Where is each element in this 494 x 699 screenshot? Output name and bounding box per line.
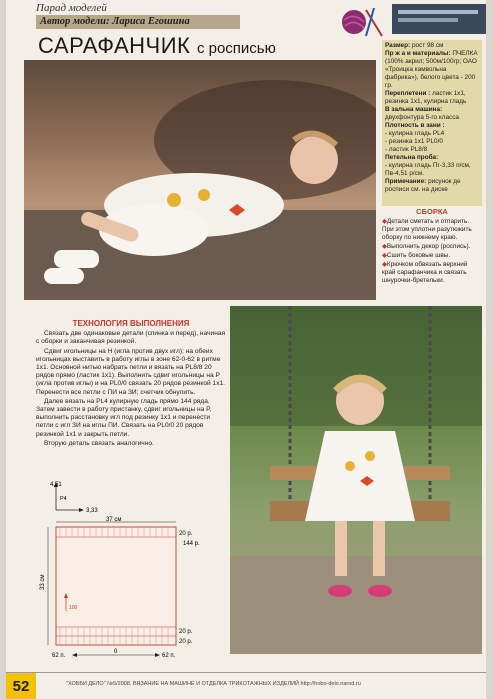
title-sub: с росписью — [196, 40, 276, 57]
photo-child-swing-image — [230, 306, 482, 654]
section-label: Парад моделей — [36, 2, 107, 14]
spec-density-2: - резинка 1х1 PL0/0 — [385, 138, 443, 145]
technology-section — [36, 320, 226, 449]
pattern-diagram — [36, 515, 226, 665]
yarn-ball-icon — [336, 2, 386, 40]
spec-machine: В зальна машина: двухфонтура 5-го класса — [385, 106, 459, 121]
title-main: САРАФАНЧИК — [38, 33, 191, 58]
spec-density-1: - кулирна гладь PL4 — [385, 130, 445, 137]
spec-stitches: Переплетени : ластик 1х1, резинка 1х1, кулирна гладь — [385, 90, 467, 105]
count-left: 62 п. — [52, 653, 66, 659]
page-footer — [6, 672, 486, 699]
spec-size: Размер: рост 98 см — [385, 42, 444, 49]
assembly-heading: СБОРКА — [416, 207, 448, 216]
specs-box — [382, 40, 482, 206]
small-100-label: 100 — [69, 605, 78, 611]
spec-gauge: Петельна проба: — [385, 154, 439, 161]
magazine-banner — [392, 4, 486, 34]
technology-heading: ТЕХНОЛОГИЯ ВЫПОЛНЕНИЯ — [72, 319, 190, 328]
width-label: 37 см — [106, 517, 122, 523]
spec-density-3: - ластик PL8/8 — [385, 146, 428, 153]
spec-note: Примечание: рисунок де росписи см. на диске — [385, 178, 461, 193]
spec-density: Плотность в зани : — [385, 122, 445, 129]
photo-child-lying-image — [24, 60, 376, 300]
rows-top: 20 р. — [179, 531, 193, 537]
footer-text: "ХОББИ ДЕЛО" №5/2008. ВЯЗАНИЕ НА МАШИНЕ И ОТДЕЛКА ТРИКОТАЖНЫХ ИЗДЕЛИЙ http://hobo-delo.narod.ru — [66, 681, 361, 687]
gauge-x-label: 3,33 — [86, 508, 98, 514]
gauge-y-label: 4,51 — [50, 482, 62, 488]
magazine-page — [6, 0, 486, 699]
assembly-item: ◆ Сшить боковые швы. — [382, 252, 482, 260]
page-title — [38, 33, 276, 59]
technology-paragraph: Связать две одинаковые детали (спинка и перед), начиная с оборки и заканчивая резинкой. — [36, 330, 226, 346]
count-zero: 0 — [114, 649, 118, 655]
technology-paragraph: Сдвиг игольницы на Н (игла против двух игл): на обеих игольницах выставить в работу иглы в зоне 62-0-62 в ритме 1х1. Основной нитью набрать петли и вязать на PL8/8 20 рядов прямо (ластик 1х1). Выполнить сдвиг игольницы на Р (игла против иглы) и на PL0/0 связать 20 рядов резинкой 1х1. Перенести все петли с ПИ на ЗИ; счетчик обнулить. — [36, 347, 226, 396]
height-label: 33 см — [40, 574, 46, 590]
technology-paragraph: Вторую деталь связать аналогично. — [44, 439, 154, 447]
assembly-item: ◆ Детали сметать и отпарить. При этом уплотни разутюжить оборку по нижнему краю. — [382, 218, 482, 242]
page-number: 52 — [6, 673, 36, 699]
assembly-section — [382, 208, 482, 286]
photo-child-lying — [24, 60, 376, 300]
author-bar: Автор модели: Лариса Егошина — [36, 15, 240, 29]
rows-bot1: 20 р. — [179, 629, 193, 635]
spec-yarn: Пр ж а и материалы: ПЧЕЛКА (100% акрил; 500м/100гр; ОАО «Троицка камвольна фабрика»), белого цвета - 200 гр. — [385, 50, 478, 89]
assembly-item: ◆ Выполнить декор (роспись). — [382, 243, 482, 251]
count-right: 62 п. — [162, 653, 176, 659]
rows-bot2: 20 р. — [179, 639, 193, 645]
technology-paragraph: Далее вязать на PL4 кулирную гладь прямо 144 ряда. Затем завести в работу пристанку, сдвиг игольницы на Р, выполнить расстановку игл под резинку 1х1 и перенести петли с игл ЗИ на иглы ПИ. Связать на PL0/0 20 рядов резинкой 1х1 и закрыть петли. — [36, 397, 212, 438]
rows-mid: 144 р. — [183, 541, 200, 547]
photo-child-swing — [230, 306, 482, 654]
spec-gauge-value: - кулирна гладь Пг-3,33 п/см, Пв-4,51 р/см. — [385, 162, 471, 177]
gauge-axes — [36, 480, 116, 520]
p-label: Р4 — [60, 496, 67, 502]
assembly-item: ◆ Крючком обвязать верхний край сарафанчика и связать шнурочки-бретельки. — [382, 261, 482, 285]
